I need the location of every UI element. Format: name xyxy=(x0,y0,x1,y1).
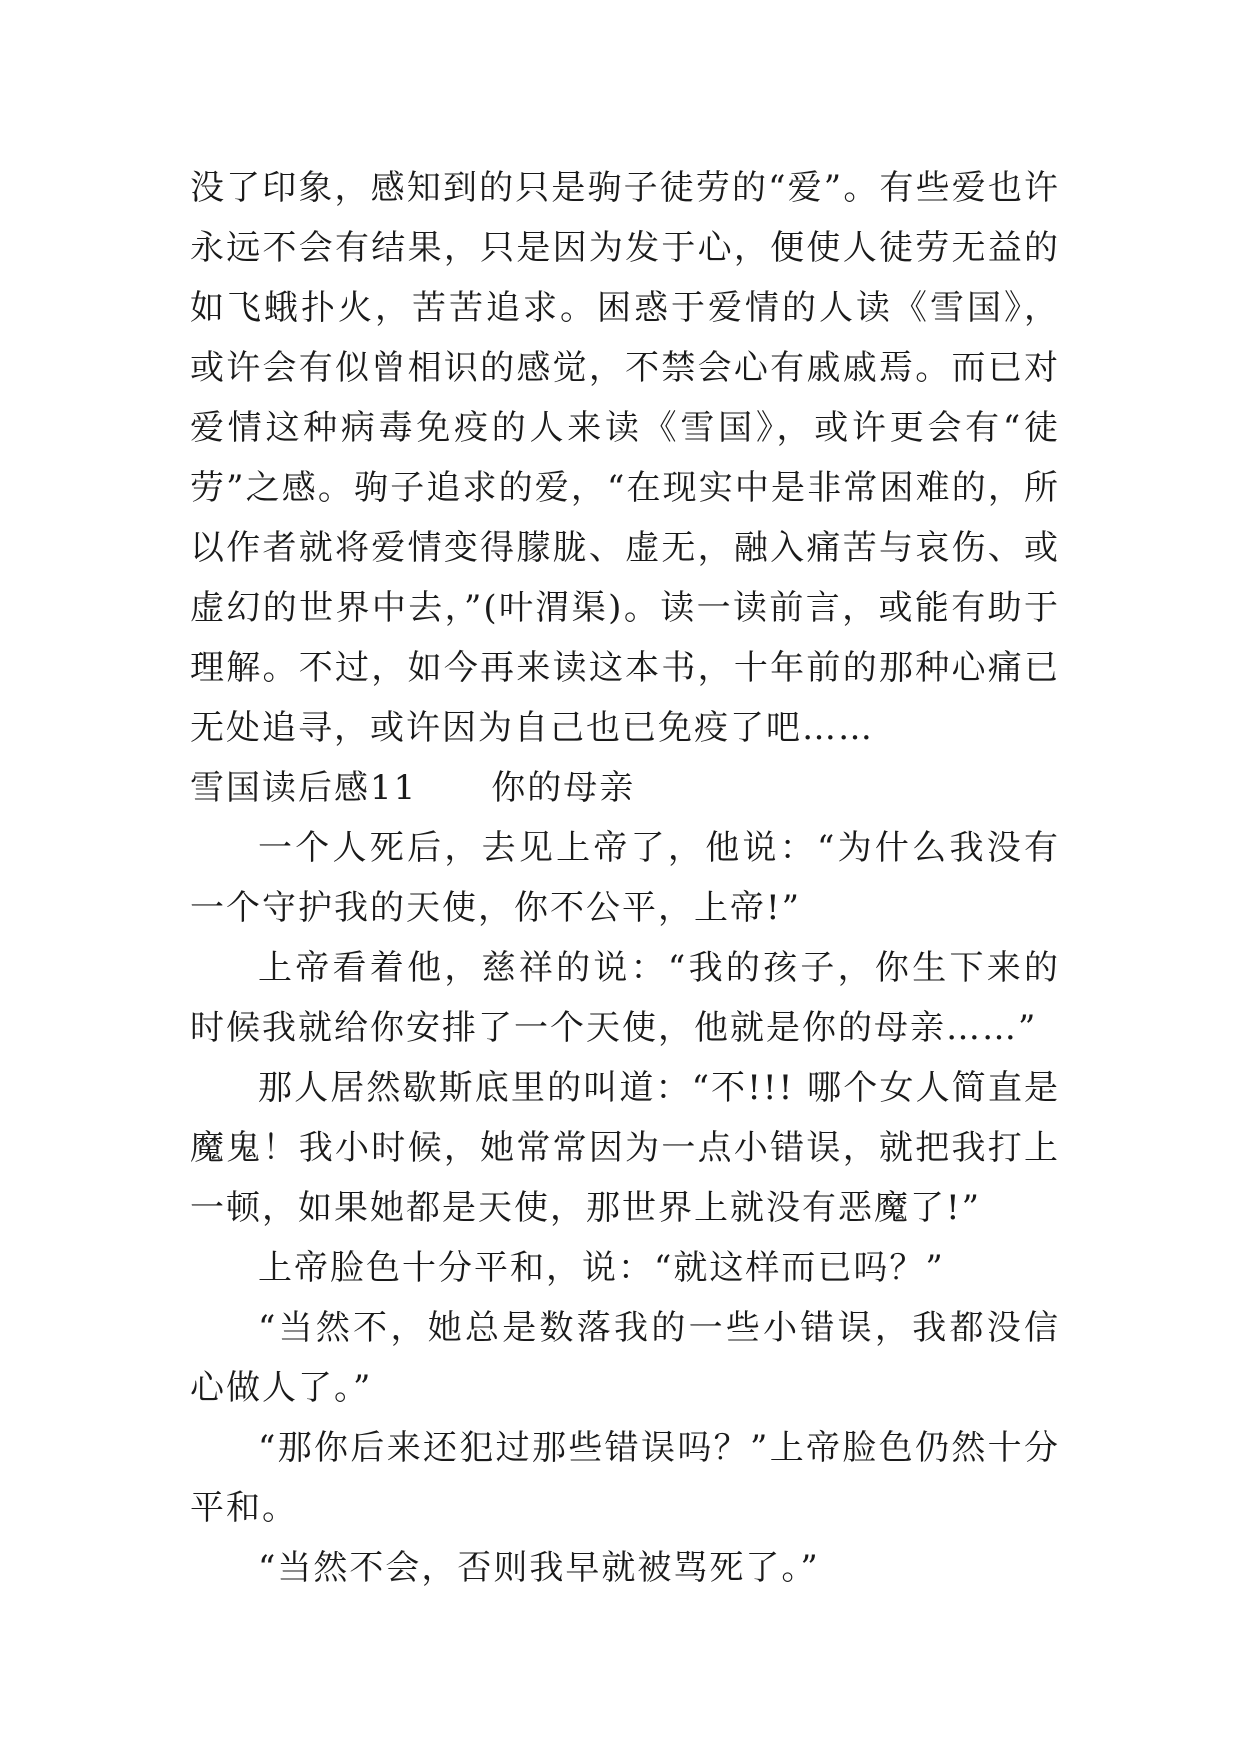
paragraph: “当然不，她总是数落我的一些小错误，我都没信心做人了。” xyxy=(190,1308,1060,1408)
section-heading-subtitle: 你的母亲 xyxy=(491,768,636,808)
paragraph: “当然不会，否则我早就被骂死了。” xyxy=(258,1548,820,1588)
continuation-paragraph: 没了印象，感知到的只是驹子徒劳的“爱”。有些爱也许永远不会有结果，只是因为发于心，便使人徒劳无益的如飞蛾扑火，苦苦追求。困惑于爱情的人读《雪国》，或许会有似曾相识的感觉，不禁会心有戚戚焉。而已对爱情这种病毒免疫的人来读《雪国》，或许更会有“徒劳”之感。驹子追求的爱，“在现实中是非常困难的，所以作者就将爱情变得朦胧、虚无，融入痛苦与哀伤、或虚幻的世界中去，”(叶渭渠)。读一读前言，或能有助于理解。不过，如今再来读这本书，十年前的那种心痛已无处追寻，或许因为自己也已免疫了吧…… xyxy=(190,168,1060,748)
document-body xyxy=(190,158,1060,1598)
section-heading xyxy=(190,758,1060,818)
paragraph: 上帝脸色十分平和，说：“就这样而已吗？” xyxy=(258,1248,945,1288)
section-heading-label: 雪国读后感11 xyxy=(190,768,418,808)
paragraph: 上帝看着他，慈祥的说：“我的孩子，你生下来的时候我就给你安排了一个天使，他就是你的母亲……” xyxy=(190,948,1060,1048)
paragraph: 一个人死后，去见上帝了，他说：“为什么我没有一个守护我的天使，你不公平，上帝!” xyxy=(190,828,1060,928)
paragraph: 那人居然歇斯底里的叫道：“不!!! 哪个女人简直是魔鬼！我小时候，她常常因为一点小错误，就把我打上一顿，如果她都是天使，那世界上就没有恶魔了!” xyxy=(190,1068,1060,1228)
paragraph: “那你后来还犯过那些错误吗？”上帝脸色仍然十分平和。 xyxy=(190,1428,1060,1528)
